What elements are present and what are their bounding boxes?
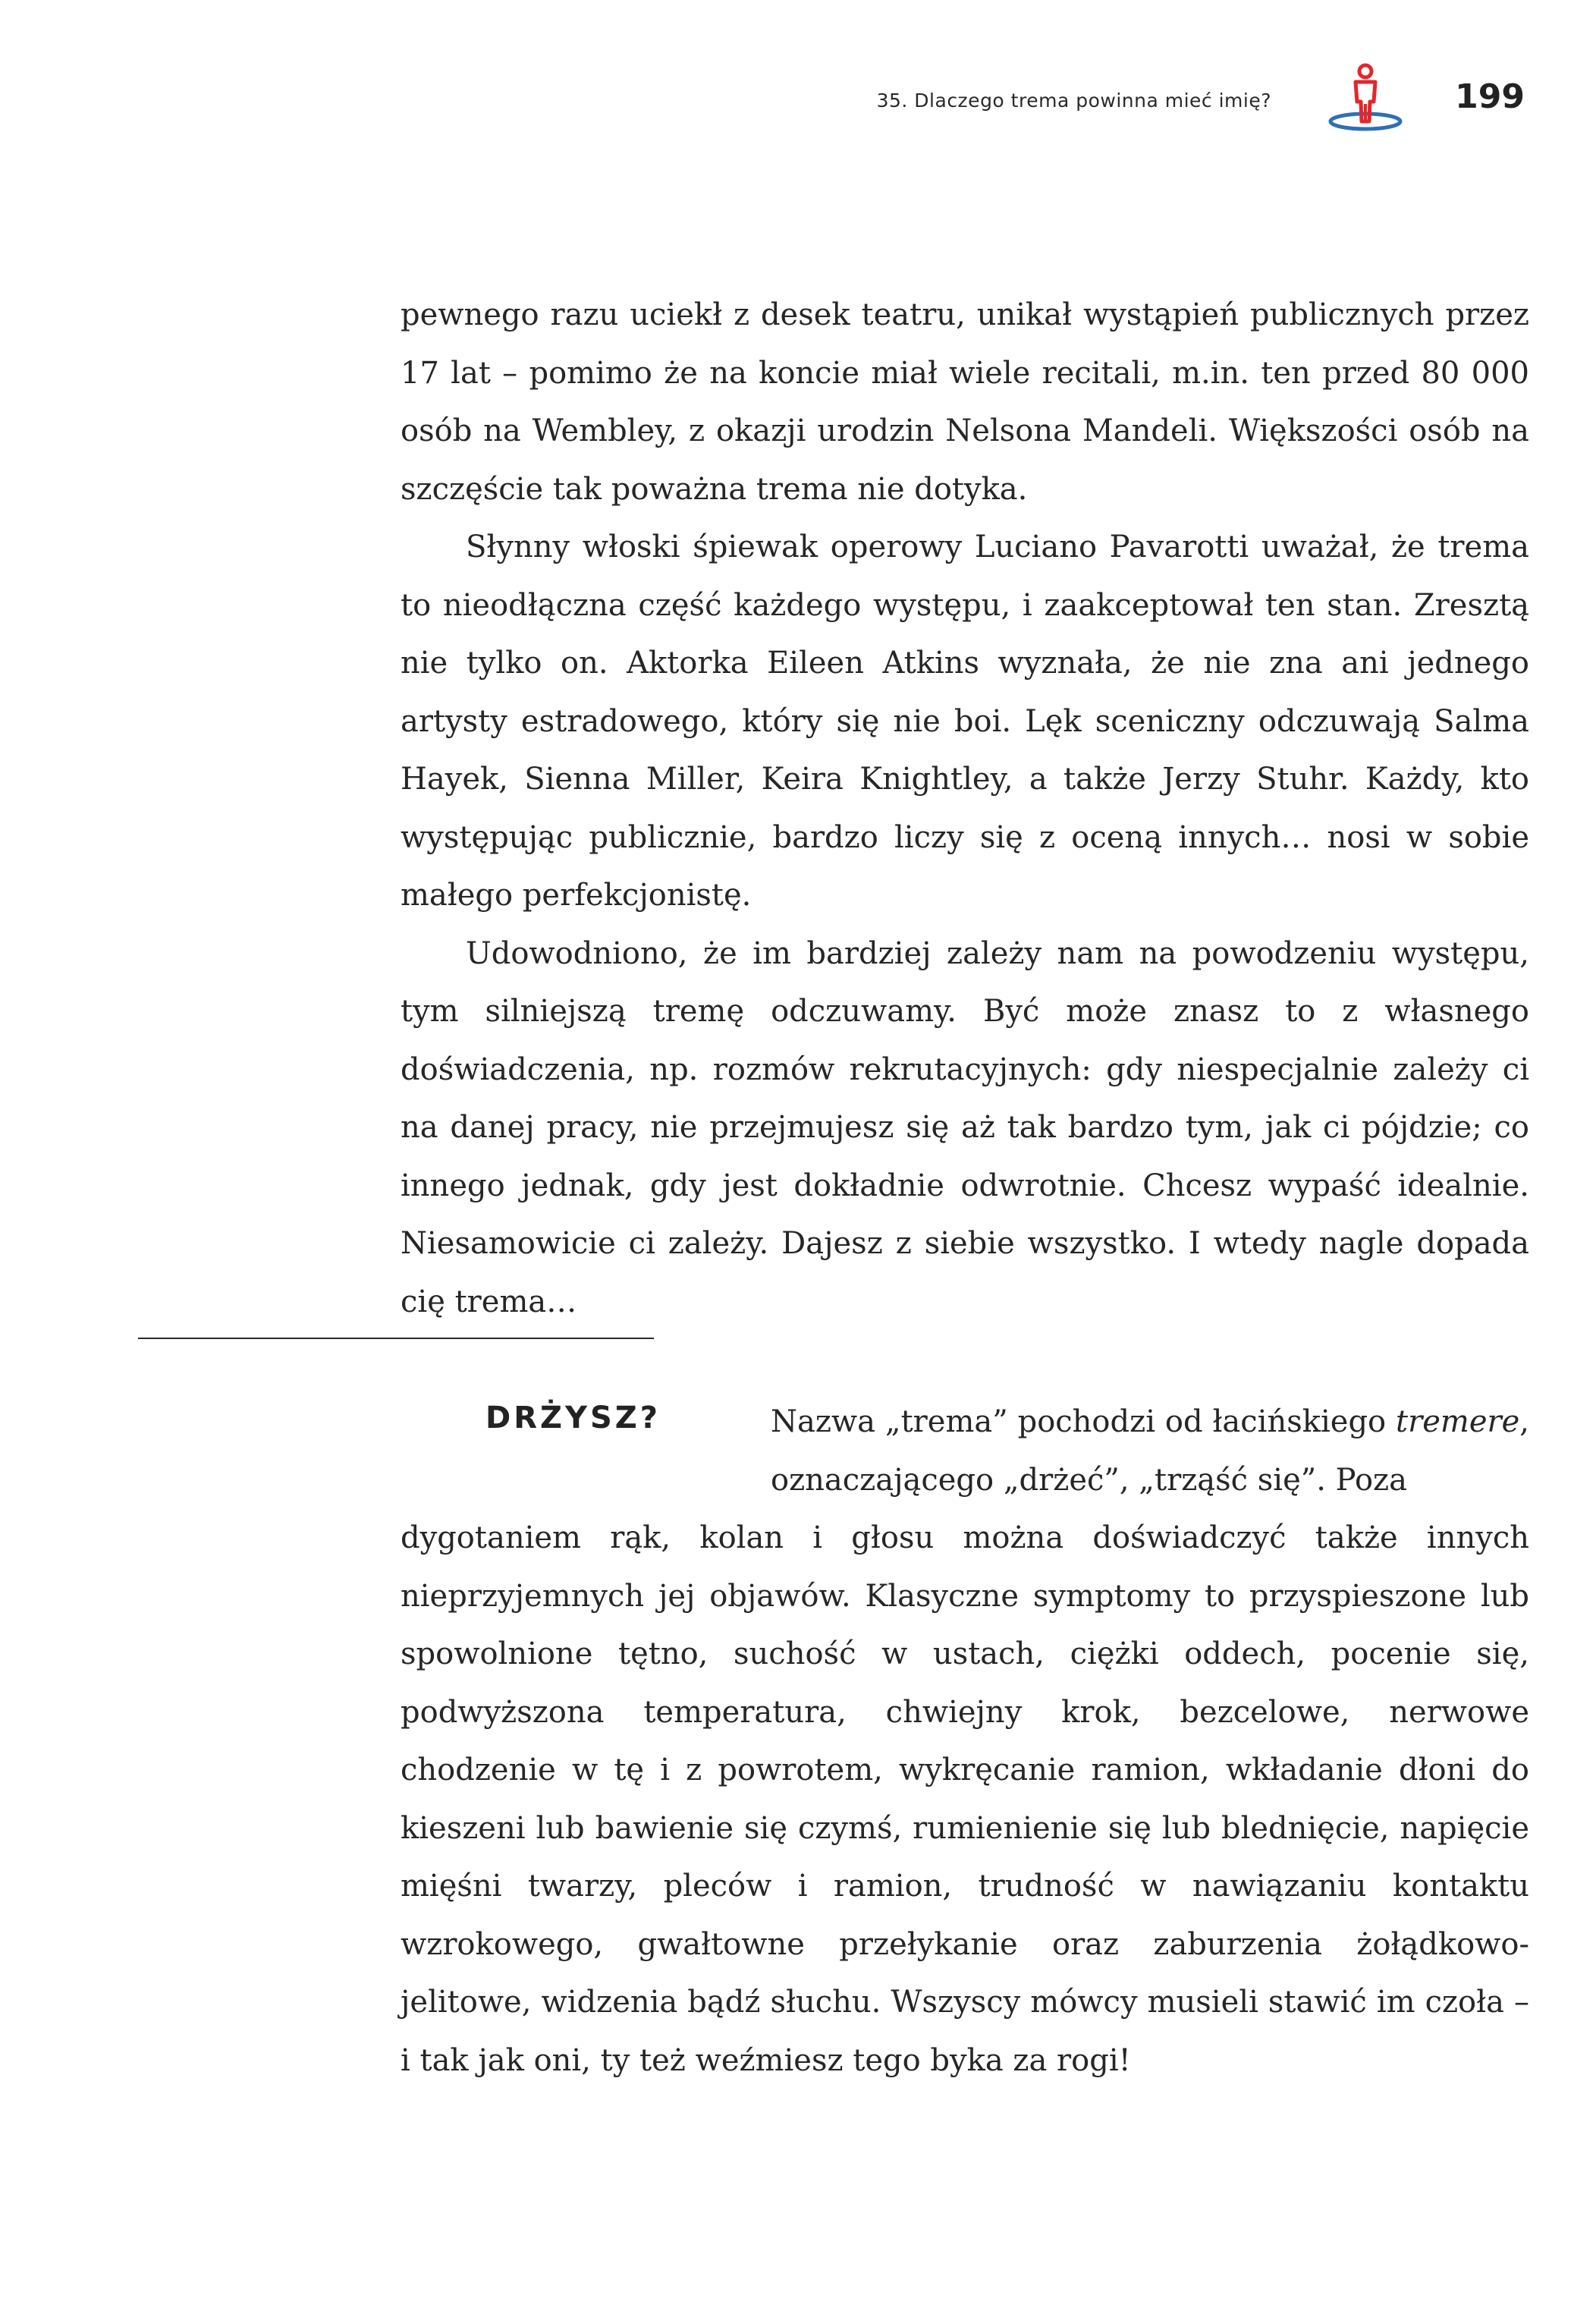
section-body <box>401 1509 1529 2089</box>
lead-text-continued: , oznaczającego „drżeć”, „trząść się”. Poza <box>771 1404 1529 1498</box>
section-heading: DRŻYSZ? <box>485 1401 661 1435</box>
main-text <box>401 286 1529 1331</box>
paragraph: Słynny włoski śpiewak operowy Luciano Pavarotti uważał, że trema to nieodłączna część każdego występu, i zaakceptował ten stan. Zresztą nie tylko on. Aktorka Eileen Atkins wyznała, że nie zna ani jednego artysty estradowego, który się nie boi. Lęk sceniczny odczuwają Salma Hayek, Sienna Miller, Keira Knightley, a także Jerzy Stuhr. Każdy, kto występując publicznie, bardzo liczy się z oceną innych… nosi w sobie małego perfekcjonistę. <box>401 530 1529 913</box>
lead-text: Nazwa „trema” pochodzi od łacińskiego <box>771 1404 1396 1439</box>
running-header <box>759 77 1525 143</box>
paragraph: dygotaniem rąk, kolan i głosu można doświadczyć także innych nieprzyjemnych jej objawów. Klasyczne symptomy to przyspieszone lub spowolnione tętno, suchość w ustach, ciężki oddech, pocenie się, podwyższona temperatura, chwiejny krok, bezcelowe, nerwowe chodzenie w tę i z powrotem, wykręcanie ramion, wkładanie dłoni do kieszeni lub bawienie się czymś, rumienienie się lub blednięcie, napięcie mięśni twarzy, pleców i ramion, trudność w nawiązaniu kontaktu wzrokowego, gwałtowne przełykanie oraz zaburzenia żołądkowo-jelitowe, widzenia bądź słuchu. Wszyscy mówcy musieli stawić im czoła – i tak jak oni, ty też weźmiesz tego byka za rogi! <box>401 1520 1529 2078</box>
page-number: 199 <box>1455 77 1525 116</box>
paragraph: pewnego razu uciekł z desek teatru, unikał wystąpień publicznych przez 17 lat – pomimo że na koncie miał wiele recitali, m.in. ten przed 80 000 osób na Wembley, z okazji urodzin Nelsona Mandeli. Większości osób na szczęście tak poważna trema nie dotyka. <box>401 297 1529 507</box>
section-divider <box>138 1338 654 1339</box>
speaker-on-stage-icon <box>1325 62 1406 134</box>
running-title: 35. Dlaczego trema powinna mieć imię? <box>876 90 1271 112</box>
paragraph: Udowodniono, że im bardziej zależy nam na powodzeniu występu, tym silniejszą tremę odczuwamy. Być może znasz to z własnego doświadczenia, np. rozmów rekrutacyjnych: gdy niespecjalnie zależy ci na danej pracy, nie przejmujesz się aż tak bardzo tym, jak ci pójdzie; co innego jednak, gdy jest dokładnie odwrotnie. Chcesz wypaść idealnie. Niesamowicie ci zależy. Dajesz z siebie wszystko. I wtedy nagle dopada cię trema… <box>401 935 1529 1319</box>
section-lead <box>771 1393 1529 1509</box>
latin-term: tremere <box>1396 1404 1520 1439</box>
